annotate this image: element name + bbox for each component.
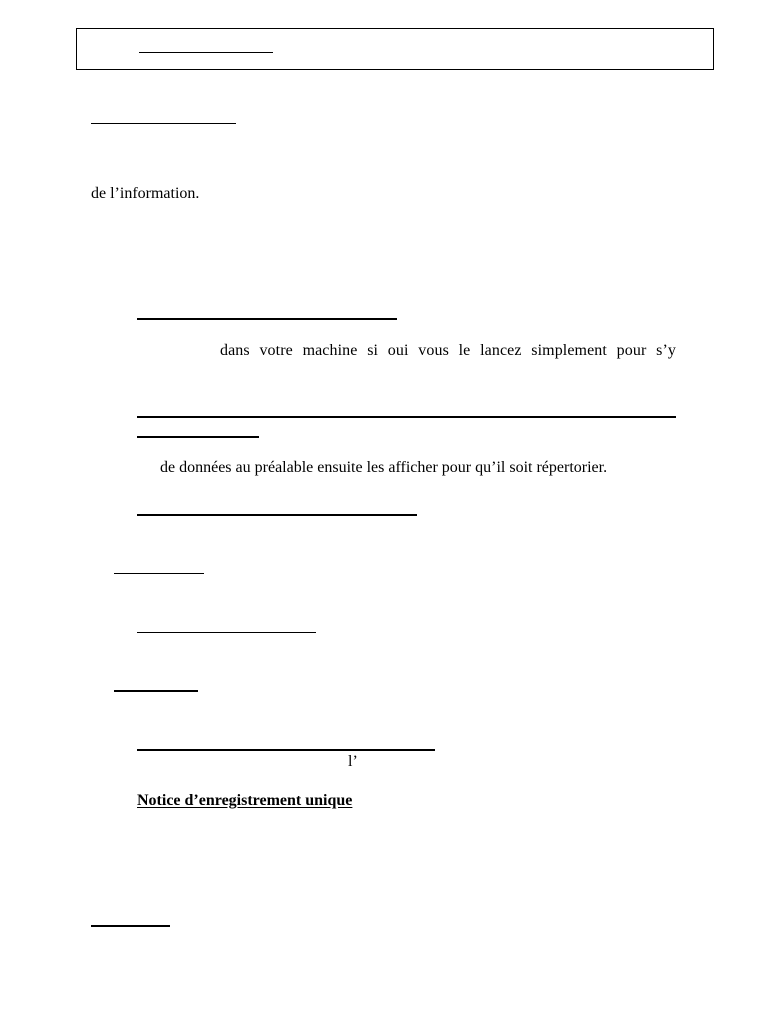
intro-text: de l’information.: [91, 185, 200, 202]
step-2-heading-underline-line2: [137, 436, 259, 438]
title-underline: [139, 52, 273, 53]
subsection-a-underline: [114, 573, 204, 574]
notice-heading: Notice d’enregistrement unique: [137, 792, 353, 809]
subsection-b-item-underline: [137, 749, 435, 751]
step-1-text: dans votre machine si oui vous le lancez simplement pour s’y: [220, 342, 676, 359]
title-box: [76, 28, 714, 70]
footer-heading-underline: [91, 925, 170, 927]
apostrophe-fragment: l’: [348, 753, 358, 770]
step-3-heading-underline: [137, 514, 417, 516]
subsection-a-item-underline: [137, 632, 316, 633]
subsection-b-underline: [114, 690, 198, 692]
step-2-text: de données au préalable ensuite les afficher pour qu’il soit répertorier.: [160, 459, 608, 476]
section-heading-underline: [91, 123, 236, 124]
step-1-heading-underline: [137, 318, 397, 320]
step-2-heading-underline-line1: [137, 416, 676, 418]
